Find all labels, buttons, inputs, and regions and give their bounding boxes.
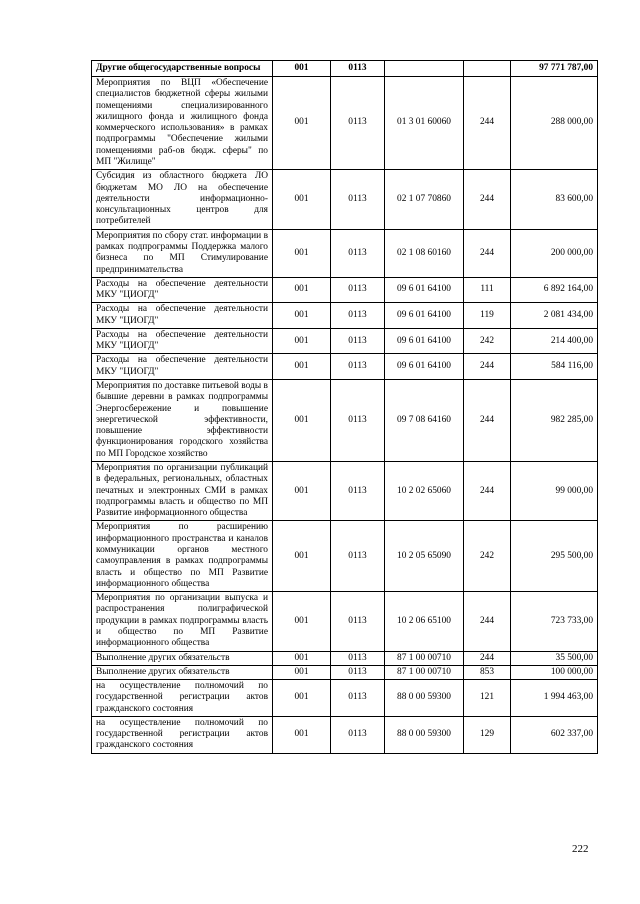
grbs-cell: 001 bbox=[273, 328, 331, 354]
header-section-cell: 0113 bbox=[331, 61, 385, 77]
sum-cell: 1 994 463,00 bbox=[511, 680, 598, 717]
article-cell: 87 1 00 00710 bbox=[385, 651, 464, 665]
section-cell: 0113 bbox=[331, 462, 385, 521]
section-cell: 0113 bbox=[331, 229, 385, 277]
section-cell: 0113 bbox=[331, 354, 385, 380]
expense-type-cell: 244 bbox=[464, 462, 511, 521]
expense-type-cell: 242 bbox=[464, 521, 511, 592]
expense-type-cell: 242 bbox=[464, 328, 511, 354]
article-cell: 10 2 06 65100 bbox=[385, 592, 464, 651]
table-row bbox=[92, 665, 598, 679]
name-cell: Мероприятия по расширению информационного пространства и каналов коммуникации органов местного самоуправления в рамках подпрограммы власть и общество по МП Развитие информационного общества bbox=[92, 521, 273, 592]
name-cell: Расходы на обеспечение деятельности МКУ "ЦИОГД" bbox=[92, 277, 273, 303]
table-row bbox=[92, 229, 598, 277]
expense-type-cell: 244 bbox=[464, 229, 511, 277]
table-row bbox=[92, 328, 598, 354]
sum-cell: 584 116,00 bbox=[511, 354, 598, 380]
section-cell: 0113 bbox=[331, 680, 385, 717]
section-cell: 0113 bbox=[331, 303, 385, 329]
table-row bbox=[92, 651, 598, 665]
expense-type-cell: 244 bbox=[464, 380, 511, 462]
grbs-cell: 001 bbox=[273, 716, 331, 753]
header-sum-cell: 97 771 787,00 bbox=[511, 61, 598, 77]
name-cell: на осуществление полномочий по государственной регистрации актов гражданского состояния bbox=[92, 716, 273, 753]
table-row bbox=[92, 77, 598, 170]
article-cell: 10 2 05 65090 bbox=[385, 521, 464, 592]
section-cell: 0113 bbox=[331, 277, 385, 303]
table-row bbox=[92, 592, 598, 651]
name-cell: Выполнение других обязательств bbox=[92, 665, 273, 679]
header-type-cell bbox=[464, 61, 511, 77]
section-cell: 0113 bbox=[331, 716, 385, 753]
table-row bbox=[92, 521, 598, 592]
article-cell: 87 1 00 00710 bbox=[385, 665, 464, 679]
grbs-cell: 001 bbox=[273, 170, 331, 229]
name-cell: на осуществление полномочий по государственной регистрации актов гражданского состояния bbox=[92, 680, 273, 717]
grbs-cell: 001 bbox=[273, 229, 331, 277]
grbs-cell: 001 bbox=[273, 354, 331, 380]
sum-cell: 6 892 164,00 bbox=[511, 277, 598, 303]
expense-type-cell: 119 bbox=[464, 303, 511, 329]
expense-type-cell: 244 bbox=[464, 354, 511, 380]
article-cell: 09 6 01 64100 bbox=[385, 354, 464, 380]
sum-cell: 602 337,00 bbox=[511, 716, 598, 753]
article-cell: 02 1 07 70860 bbox=[385, 170, 464, 229]
page-number: 222 bbox=[572, 843, 589, 855]
article-cell: 88 0 00 59300 bbox=[385, 680, 464, 717]
name-cell: Мероприятия по сбору стат. информации в рамках подпрограммы Поддержка малого бизнеса по МП Стимулирование предпринимательства bbox=[92, 229, 273, 277]
sum-cell: 200 000,00 bbox=[511, 229, 598, 277]
name-cell: Расходы на обеспечение деятельности МКУ "ЦИОГД" bbox=[92, 303, 273, 329]
expense-type-cell: 129 bbox=[464, 716, 511, 753]
expense-type-cell: 244 bbox=[464, 651, 511, 665]
sum-cell: 2 081 434,00 bbox=[511, 303, 598, 329]
name-cell: Мероприятия по доставке питьевой воды в бывшие деревни в рамках подпрограммы Энергосбережение и повышение энергетической эффективности, повышение эффективности функционирования городского хозяйства по МП Городское хозяйство bbox=[92, 380, 273, 462]
table-row bbox=[92, 462, 598, 521]
sum-cell: 100 000,00 bbox=[511, 665, 598, 679]
name-cell: Расходы на обеспечение деятельности МКУ "ЦИОГД" bbox=[92, 354, 273, 380]
expense-type-cell: 121 bbox=[464, 680, 511, 717]
article-cell: 02 1 08 60160 bbox=[385, 229, 464, 277]
section-cell: 0113 bbox=[331, 521, 385, 592]
table-row bbox=[92, 277, 598, 303]
article-cell: 01 3 01 60060 bbox=[385, 77, 464, 170]
name-cell: Выполнение других обязательств bbox=[92, 651, 273, 665]
sum-cell: 295 500,00 bbox=[511, 521, 598, 592]
sum-cell: 35 500,00 bbox=[511, 651, 598, 665]
expense-type-cell: 244 bbox=[464, 170, 511, 229]
expense-type-cell: 111 bbox=[464, 277, 511, 303]
section-cell: 0113 bbox=[331, 328, 385, 354]
sum-cell: 723 733,00 bbox=[511, 592, 598, 651]
grbs-cell: 001 bbox=[273, 462, 331, 521]
header-article-cell bbox=[385, 61, 464, 77]
section-cell: 0113 bbox=[331, 170, 385, 229]
table-row bbox=[92, 170, 598, 229]
section-cell: 0113 bbox=[331, 651, 385, 665]
sum-cell: 99 000,00 bbox=[511, 462, 598, 521]
article-cell: 10 2 02 65060 bbox=[385, 462, 464, 521]
expense-type-cell: 244 bbox=[464, 592, 511, 651]
sum-cell: 214 400,00 bbox=[511, 328, 598, 354]
article-cell: 09 6 01 64100 bbox=[385, 328, 464, 354]
expense-type-cell: 244 bbox=[464, 77, 511, 170]
article-cell: 09 6 01 64100 bbox=[385, 303, 464, 329]
table-row bbox=[92, 716, 598, 753]
table-header-row bbox=[92, 61, 598, 77]
name-cell: Мероприятия по ВЦП «Обеспечение специалистов бюджетной сферы жилыми помещениями специализированного жилищного фонда и жилищного фонда коммерческого использования» в рамках подпрограммы "Обеспечение жилыми помещениями раб-ов бюдж. сферы" по МП "Жилище" bbox=[92, 77, 273, 170]
header-name-cell: Другие общегосударственные вопросы bbox=[92, 61, 273, 77]
section-cell: 0113 bbox=[331, 380, 385, 462]
section-cell: 0113 bbox=[331, 592, 385, 651]
sum-cell: 982 285,00 bbox=[511, 380, 598, 462]
grbs-cell: 001 bbox=[273, 651, 331, 665]
table-row bbox=[92, 680, 598, 717]
grbs-cell: 001 bbox=[273, 77, 331, 170]
grbs-cell: 001 bbox=[273, 303, 331, 329]
name-cell: Субсидия из областного бюджета ЛО бюджетам МО ЛО на обеспечение деятельности информационно-консультационных центров для потребителей bbox=[92, 170, 273, 229]
expense-type-cell: 853 bbox=[464, 665, 511, 679]
budget-table bbox=[91, 60, 598, 754]
grbs-cell: 001 bbox=[273, 277, 331, 303]
sum-cell: 288 000,00 bbox=[511, 77, 598, 170]
name-cell: Расходы на обеспечение деятельности МКУ "ЦИОГД" bbox=[92, 328, 273, 354]
article-cell: 88 0 00 59300 bbox=[385, 716, 464, 753]
name-cell: Мероприятия по организации выпуска и распространения полиграфической продукции в рамках подпрограммы власть и общество по МП Развитие информационного общества bbox=[92, 592, 273, 651]
header-grbs-cell: 001 bbox=[273, 61, 331, 77]
table-row bbox=[92, 354, 598, 380]
section-cell: 0113 bbox=[331, 665, 385, 679]
name-cell: Мероприятия по организации публикаций в федеральных, региональных, областных печатных и электронных СМИ в рамках подпрограммы власть и общество по МП Развитие информационного общества bbox=[92, 462, 273, 521]
article-cell: 09 6 01 64100 bbox=[385, 277, 464, 303]
section-cell: 0113 bbox=[331, 77, 385, 170]
table-row bbox=[92, 380, 598, 462]
grbs-cell: 001 bbox=[273, 521, 331, 592]
table-row bbox=[92, 303, 598, 329]
grbs-cell: 001 bbox=[273, 592, 331, 651]
grbs-cell: 001 bbox=[273, 680, 331, 717]
article-cell: 09 7 08 64160 bbox=[385, 380, 464, 462]
grbs-cell: 001 bbox=[273, 665, 331, 679]
sum-cell: 83 600,00 bbox=[511, 170, 598, 229]
grbs-cell: 001 bbox=[273, 380, 331, 462]
